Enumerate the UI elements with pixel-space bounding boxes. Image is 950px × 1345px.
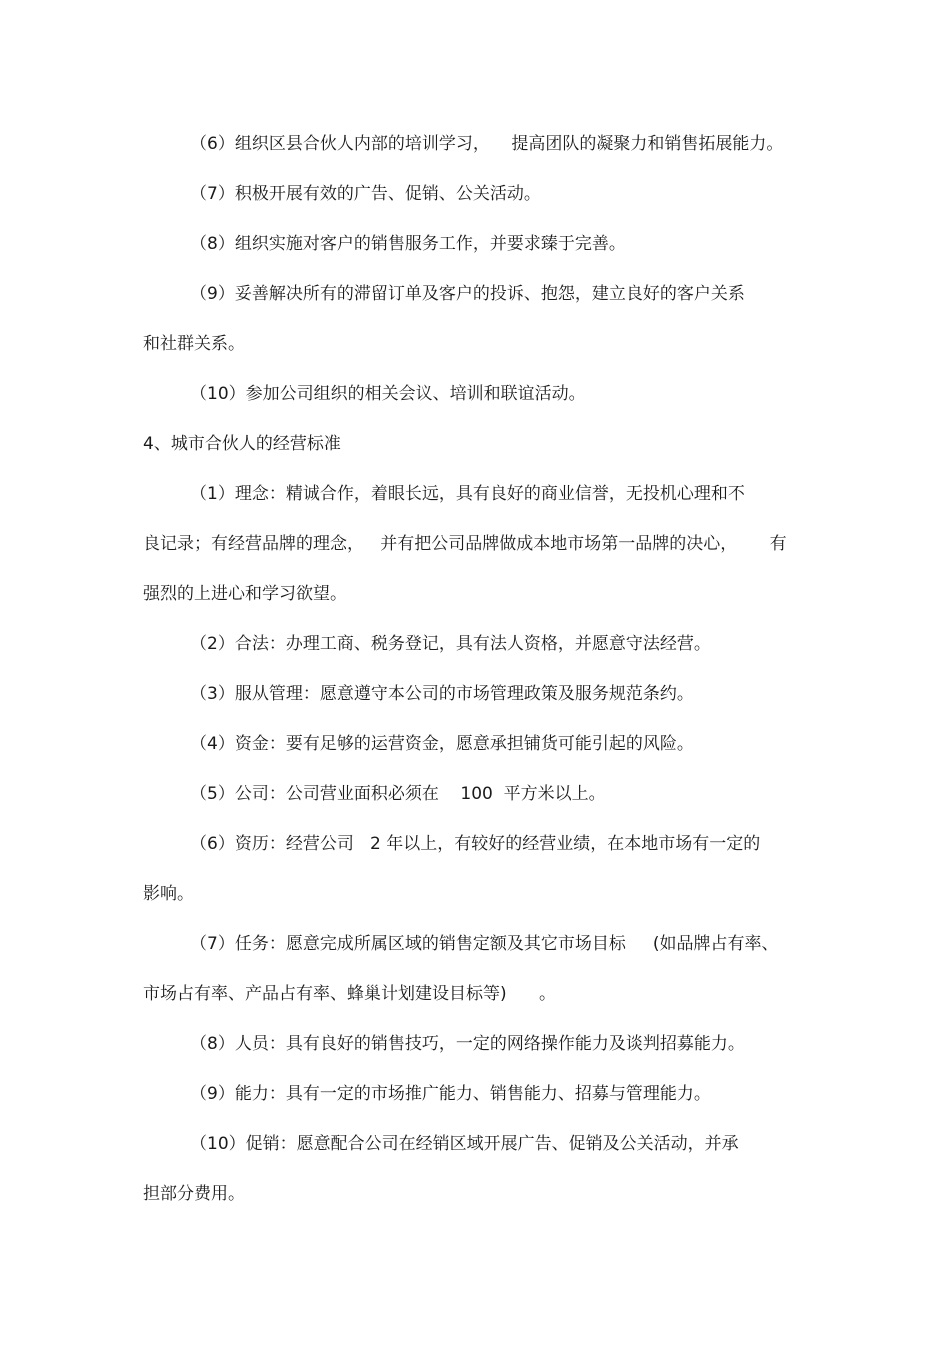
- list-item: （6）资历：经营公司 2 年以上，有较好的经营业绩，在本地市场有一定的: [190, 834, 761, 854]
- list-item: （7）任务：愿意完成所属区域的销售定额及其它市场目标 (如品牌占有率、: [190, 934, 779, 954]
- list-item: （8）组织实施对客户的销售服务工作，并要求臻于完善。: [190, 234, 626, 254]
- list-item: （3）服从管理：愿意遵守本公司的市场管理政策及服务规范条约。: [190, 684, 694, 704]
- list-item: （6）组织区县合伙人内部的培训学习， 提高团队的凝聚力和销售拓展能力。: [190, 134, 784, 154]
- list-item: （5）公司：公司营业面积必须在 100 平方米以上。: [190, 784, 606, 804]
- list-item: （8）人员：具有良好的销售技巧，一定的网络操作能力及谈判招募能力。: [190, 1034, 745, 1054]
- list-item-continuation: 市场占有率、产品占有率、蜂巢计划建设目标等) 。: [143, 984, 557, 1004]
- list-item-continuation: 和社群关系。: [143, 334, 245, 354]
- list-item: （4）资金：要有足够的运营资金，愿意承担铺货可能引起的风险。: [190, 734, 694, 754]
- list-item: （10）参加公司组织的相关会议、培训和联谊活动。: [190, 384, 586, 404]
- list-item: （9）妥善解决所有的滞留订单及客户的投诉、抱怨，建立良好的客户关系: [190, 284, 745, 304]
- list-item-continuation: 良记录；有经营品牌的理念， 并有把公司品牌做成本地市场第一品牌的决心， 有: [143, 534, 787, 554]
- list-item: （10）促销：愿意配合公司在经销区域开展广告、促销及公关活动，并承: [190, 1134, 739, 1154]
- section-heading: 4、城市合伙人的经营标准: [143, 434, 341, 454]
- list-item: （1）理念：精诚合作，着眼长远，具有良好的商业信誉，无投机心理和不: [190, 484, 745, 504]
- list-item-continuation: 影响。: [143, 884, 194, 904]
- list-item: （9）能力：具有一定的市场推广能力、销售能力、招募与管理能力。: [190, 1084, 711, 1104]
- list-item-continuation: 强烈的上进心和学习欲望。: [143, 584, 347, 604]
- list-item-continuation: 担部分费用。: [143, 1184, 245, 1204]
- list-item: （7）积极开展有效的广告、促销、公关活动。: [190, 184, 541, 204]
- list-item: （2）合法：办理工商、税务登记，具有法人资格，并愿意守法经营。: [190, 634, 711, 654]
